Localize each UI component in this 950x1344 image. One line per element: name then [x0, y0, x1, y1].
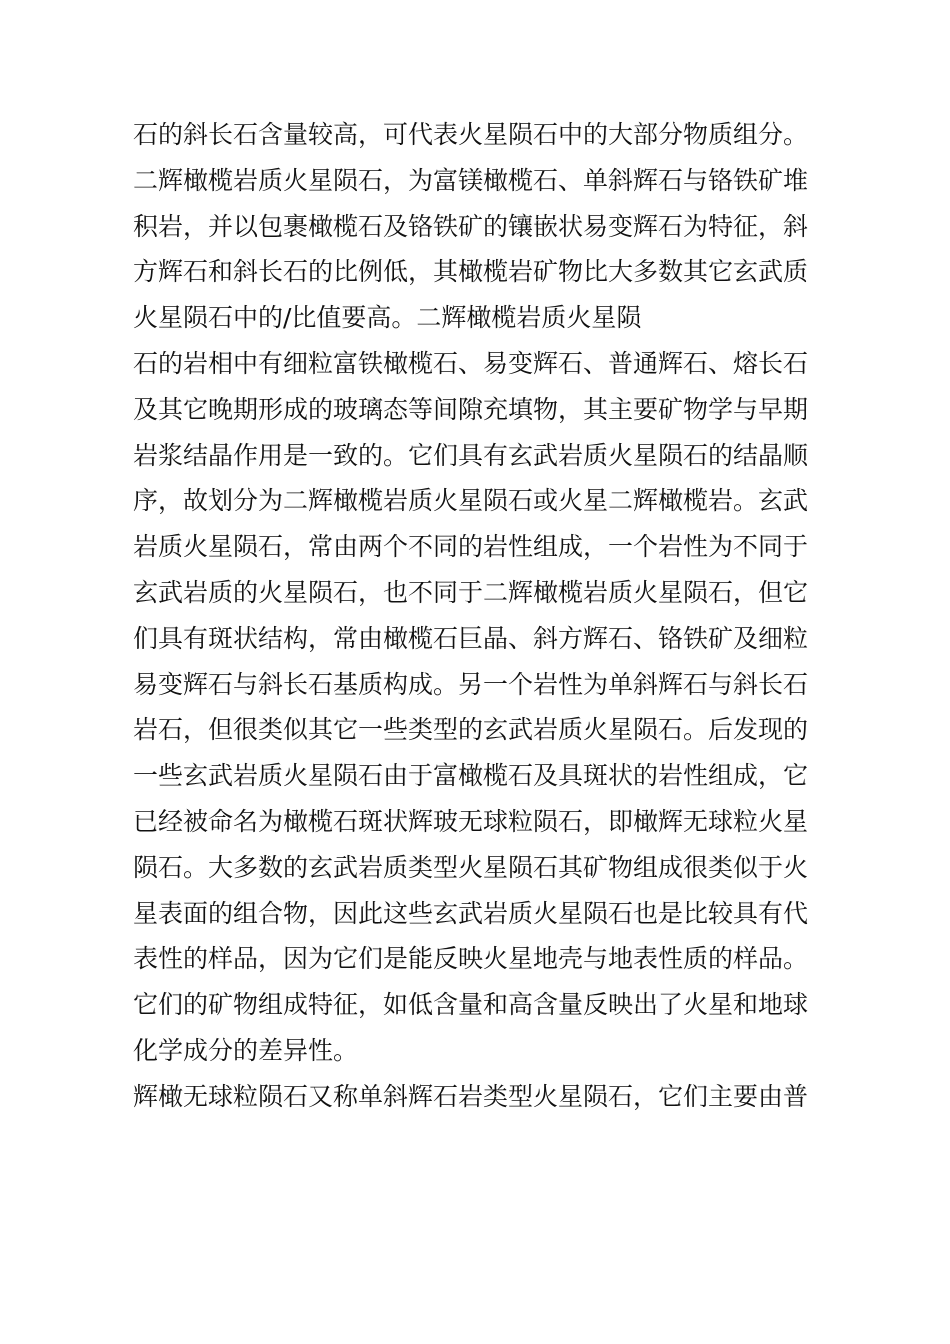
text-line: 它们的矿物组成特征，如低含量和高含量反映出了火星和地球 — [133, 990, 809, 1020]
text-line: 辉橄无球粒陨石又称单斜辉石岩类型火星陨石，它们主要由普 — [133, 1081, 809, 1111]
text-line: 序，故划分为二辉橄榄岩质火星陨石或火星二辉橄榄岩。玄武 — [133, 486, 809, 516]
text-line: 陨石。大多数的玄武岩质类型火星陨石其矿物组成很类似于火 — [133, 852, 809, 882]
text-line: 火星陨石中的/比值要高。二辉橄榄岩质火星陨 — [133, 303, 642, 333]
text-line: 石的斜长石含量较高，可代表火星陨石中的大部分物质组分。 — [133, 120, 809, 149]
text-line: 方辉石和斜长石的比例低，其橄榄岩矿物比大多数其它玄武质 — [133, 257, 809, 287]
text-line: 已经被命名为橄榄石斑状辉玻无球粒陨石，即橄辉无球粒火星 — [133, 806, 809, 836]
text-line: 一些玄武岩质火星陨石由于富橄榄石及具斑状的岩性组成，它 — [133, 761, 809, 791]
text-line: 化学成分的差异性。 — [133, 1035, 359, 1065]
text-line: 表性的样品，因为它们是能反映火星地壳与地表性质的样品。 — [133, 944, 809, 974]
text-line: 岩质火星陨石，常由两个不同的岩性组成，一个岩性为不同于 — [133, 532, 809, 562]
text-line: 们具有斑状结构，常由橄榄石巨晶、斜方辉石、铬铁矿及细粒 — [133, 623, 809, 653]
text-line: 石的岩相中有细粒富铁橄榄石、易变辉石、普通辉石、熔长石 — [133, 348, 809, 378]
text-line: 及其它晚期形成的玻璃态等间隙充填物，其主要矿物学与早期 — [133, 394, 809, 424]
text-line: 岩浆结晶作用是一致的。它们具有玄武岩质火星陨石的结晶顺 — [133, 440, 809, 470]
text-line: 玄武岩质的火星陨石，也不同于二辉橄榄岩质火星陨石，但它 — [133, 577, 809, 607]
text-line: 二辉橄榄岩质火星陨石，为富镁橄榄石、单斜辉石与铬铁矿堆 — [133, 165, 809, 195]
text-line: 易变辉石与斜长石基质构成。另一个岩性为单斜辉石与斜长石 — [133, 669, 809, 699]
text-line: 积岩，并以包裹橄榄石及铬铁矿的镶嵌状易变辉石为特征，斜 — [133, 211, 809, 241]
text-line: 星表面的组合物，因此这些玄武岩质火星陨石也是比较具有代 — [133, 898, 809, 928]
text-line: 岩石，但很类似其它一些类型的玄武岩质火星陨石。后发现的 — [133, 715, 809, 745]
body-text — [133, 112, 833, 1120]
